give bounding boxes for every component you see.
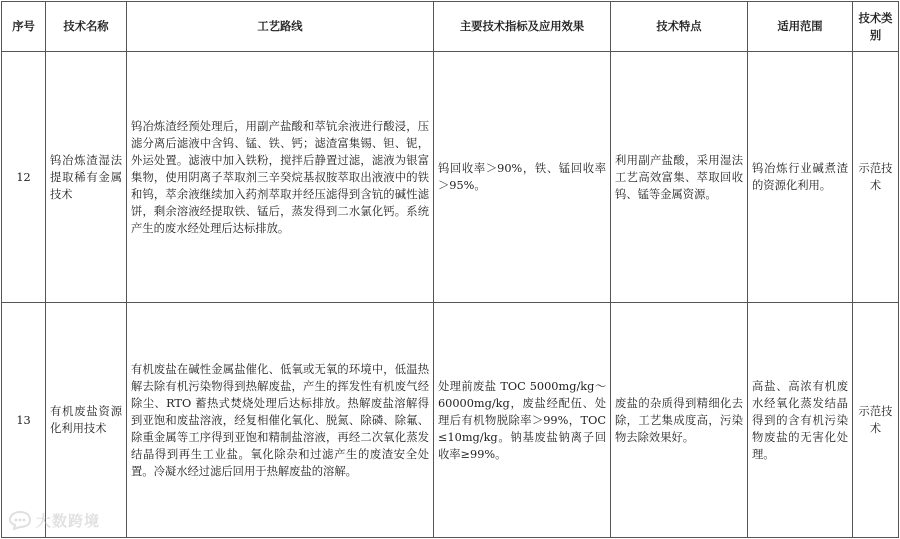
header-scope: 适用范围: [748, 2, 853, 52]
process-route: 有机废盐在碱性金属盐催化、低氧或无氧的环境中，低温热解去除有机污染物得到热解废盐，产生的挥发性有机废气经除尘、RTO 蓄热式焚烧处理后达标排放。热解废盐溶解得到亚饱和废盐溶液，经复相催化氧化、脱氮、除磷、除氟、除重金属等工序得到亚饱和精制盐溶液，再经二次氧化蒸发结晶得到再生工业盐。氧化除杂和过滤产生的废渣安全处置。冷凝水经过滤后回用于热解废盐的溶解。: [127, 303, 434, 538]
table-header-row: [2, 2, 899, 52]
technology-table: [1, 1, 899, 538]
scope: 高盐、高浓有机废水经氧化蒸发结晶得到的含有机污染物废盐的无害化处理。: [748, 303, 853, 538]
category: 示范技术: [853, 52, 899, 303]
watermark: [6, 508, 100, 532]
technology-name: 钨冶炼渣湿法提取稀有金属技术: [46, 52, 127, 303]
features: 废盐的杂质得到精细化去除，工艺集成度高，污染物去除效果好。: [611, 303, 748, 538]
header-indicators: 主要技术指标及应用效果: [434, 2, 611, 52]
header-features: 技术特点: [611, 2, 748, 52]
chat-bubble-icon: [6, 510, 32, 530]
indicators: 钨回收率＞90%，铁、锰回收率＞95%。: [434, 52, 611, 303]
process-route: 钨冶炼渣经预处理后，用副产盐酸和萃钪余液进行酸浸，压滤分离后滤液中含钨、锰、铁、钙；滤渣富集锡、钽、铌，外运处置。滤液中加入铁粉，搅拌后静置过滤，滤液为银富集物，使用阴离子萃取剂三辛癸烷基叔胺萃取出液液中的铁和钨，萃余液继续加入药剂萃取并经压滤得到含钪的碱性滤饼，剩余溶液经提取铁、锰后，蒸发得到二水氯化钙。系统产生的废水经处理后达标排放。: [127, 52, 434, 303]
category: 示范技术: [853, 303, 899, 538]
header-route: 工艺路线: [127, 2, 434, 52]
row-number: 13: [2, 303, 46, 538]
technology-name: 有机废盐资源化利用技术: [46, 303, 127, 538]
header-name: 技术名称: [46, 2, 127, 52]
header-category: 技术类别: [853, 2, 899, 52]
indicators: 处理前废盐 TOC 5000mg/kg～60000mg/kg，废盐经配伍、处理后有机物脱除率＞99%，TOC≤10mg/kg。钠基废盐钠离子回收率≥99%。: [434, 303, 611, 538]
row-number: 12: [2, 52, 46, 303]
watermark-text: 大数跨境: [36, 511, 101, 530]
table-row: [2, 303, 899, 538]
features: 利用副产盐酸，采用湿法工艺高效富集、萃取回收钨、锰等金属资源。: [611, 52, 748, 303]
header-no: 序号: [2, 2, 46, 52]
table-row: [2, 52, 899, 303]
scope: 钨冶炼行业碱煮渣的资源化利用。: [748, 52, 853, 303]
